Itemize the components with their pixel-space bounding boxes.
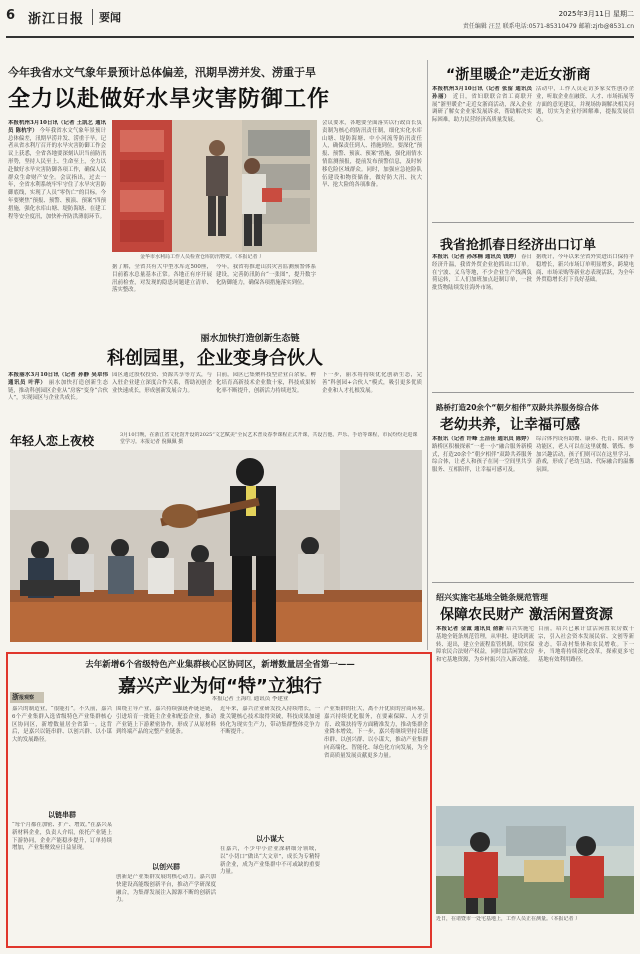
column-divider (427, 60, 428, 650)
section-name: 要闻 (92, 9, 121, 25)
story7-caption: 近日，在诸暨市一处宅基地上，工作人员正在测量。（本报记者 ） (436, 916, 581, 922)
story1-kicker: 今年我省水文气象年景预计总体偏差，汛期旱涝并发、涝重于旱 (8, 66, 316, 79)
story1-caption: 金华市水利局工作人员检查仓库防汛物资。（本报记者 ） (140, 254, 265, 260)
story7-body-col1: 本报记者 金诚 通讯员 俞新 绍兴实施宅基地全链条规范管理，从审批、建设到流转、退出，建立全流程监管机制，切实保障农民合法财产权益，同时盘活闲置农房和宅基地资源，为乡村振兴注入新动能。 (436, 626, 534, 664)
story7-byline: 本报记者 金诚 通讯员 俞新 (436, 626, 505, 632)
story1-body-col3: 今年，我省将推进山洪灾害监测预警体系建设，完善防汛防台“一张图”，提升数字化防御能力，确保各项措施落实到位。 (216, 264, 316, 286)
featured-subhead-1: 以链串群 (48, 811, 76, 819)
story3-body-col4: 下一步，丽水将持续优化创新生态，完善“科创园+合伙人”模式，吸引更多优质企业和人才扎根发展。 (322, 372, 422, 394)
featured-body-col3: 近年来，嘉兴企业研发投入持续增长，一批关键核心技术取得突破，科技成果加速转化为现实生产力，带动集群整体竞争力不断提升。 (220, 706, 320, 736)
tag-label: 报观察 (19, 695, 35, 701)
featured-byline: 本报记者 王海红 通讯员 李建业 (211, 696, 289, 702)
story7-body-col2: 目前，绍兴已累计盘活闲置农房数千宗，引入社会资本发展民宿、文创等新业态，带动村集体和农民增收。下一步，当地将持续深化改革，探索更多宅基地有效利用路径。 (538, 626, 634, 664)
story4-body-col2: 据统计，今年以来全省外贸进出口保持平稳增长，新兴市场订单明显增多，跨境电商、市场采购等新业态表现活跃，为全年外贸稳增长打下良好基础。 (536, 254, 634, 284)
story2-byline: 本报杭州3月10日讯（记者 张留 通讯员 孙丽） (432, 86, 532, 100)
story2-body-col1: 本报杭州3月10日讯（记者 张留 通讯员 孙丽） 近日，省妇联联合省工商联开展“浙里暖企”走近女浙商活动，深入企业调研了解女企业家发展诉求，帮助解决实际困难，助力民营经济高质量发展。 (432, 86, 532, 124)
story1-body-col1: 本报杭州3月10日讯（记者 王凯艺 通讯员 陈杭宇） 今年我省水文气象年景预计总体偏差，汛期旱涝并发、涝重于旱。记者从省水利厅召开的水旱灾害防御工作会议上获悉，全省各地要深刻认识当前防汛形势，坚持人民至上、生命至上，全力以赴做好水旱灾害防御各项工作，确保人民群众生命财产安全。会议指出，过去一年，全省水利系统牢牢守住了水旱灾害防御底线，实现了人员“零伤亡”的目标。今年要聚焦“预报、预警、预演、预案”四预措施，强化水库山塘、堤防海塘、在建工程等安全度汛，加快补齐防洪薄弱环节。 (8, 120, 106, 220)
featured-body-col3b: 在嘉兴，不少中小企业深耕细分领域，以“小切口”做出“大文章”，成长为专精特新企业，成为产业集群中不可或缺的重要力量。 (220, 846, 320, 876)
story6-byline: 本报讯（记者 许峰 王洁佳 通讯员 陈婷） (432, 436, 532, 442)
story3-body-col1: 本报丽水3月10日讯（记者 孙静 吴卓伟 通讯员 叶萍） 丽水加快打造创新生态链，推动科创园区企业从“房客”变身“合伙人”，实现园区与企业共成长。 (8, 372, 108, 402)
story4-headline: 我省抢抓春日经济出口订单 (440, 238, 597, 253)
story-divider (432, 222, 634, 223)
story4-byline: 本报讯（记者 孙冰楠 通讯员 钱婷） (432, 254, 520, 260)
story3-byline: 本报丽水3月10日讯（记者 孙静 吴卓伟 通讯员 叶萍） (8, 372, 108, 386)
story4-body-col1: 本报讯（记者 孙冰楠 通讯员 钱婷） 春日经济升温，我省外贸企业抢抓出口订单。在宁波、义乌等地，不少企业生产线满负荷运转，工人们加班加点赶制订单，一批批货物陆续发往海外市场。 (432, 254, 532, 292)
tag-zhe: 浙 (12, 693, 19, 701)
featured-subhead-3: 以小谋大 (256, 835, 284, 843)
story7-headline: 保障农民财产 激活闲置资源 (440, 607, 613, 623)
story1-body-col2: 据了解，全省共有大中型水库近500座，目前蓄水总量基本正常。各地正有序开展汛前检查，对发现的隐患问题建立清单、落实整改。 (112, 264, 212, 294)
story2-body-col2: 活动中，工作人员走访多家女性创办企业，听取企业在融资、人才、市场拓展等方面的意见建议，并现场协调解决相关问题，切实为企业纾困解难，提振发展信心。 (536, 86, 634, 124)
night-school-photo (10, 450, 422, 642)
featured-kicker: 去年新增6个省级特色产业集群核心区协同区，新增数量居全省第一—— (85, 660, 355, 670)
story-divider (432, 392, 634, 393)
issue-date: 2025年3月11日 星期二 (558, 10, 634, 18)
story5-caption: 3月10日晚，在浙江省文化馆开设的2025“文艺赋美”全民艺术普及春季课程正式开课，共设吉他、声乐、手语等课程，市民纷纷走进课堂学习。本报记者 倪佩佩 摄 (120, 432, 418, 445)
featured-body-col2b: 创新是产业集群发展的核心动力。嘉兴加快建设高能级创新平台，推动产学研深度融合，为集群发展注入源源不断的创新活力。 (116, 874, 216, 904)
story2-kicker: “浙里暖企”走近女浙商 (446, 67, 591, 83)
story3-body-col3: 目前，园区已集聚科技型企业百余家，孵化培育高新技术企业数十家，科技成果转化率不断提升，创新活力持续迸发。 (216, 372, 316, 394)
story5-headline: 年轻人恋上夜校 (10, 434, 95, 448)
story1-body-col4: 会议要求，各地要全面落实以行政首长负责制为核心的防汛责任制，细化实化水库山塘、堤防海塘、中小河流等防汛责任人，确保责任到人、措施到位。要深化“预报、预警、预演、预案”措施，强化雨情水情监测预报，提前发布预警信息，及时转移危险区域群众。同时，加强应急抢险队伍建设和物资储备，做好防大汛、抗大旱、抢大险的各项准备。 (322, 120, 422, 189)
featured-body-col1: 嘉兴的制造业，“很能打”。不久前，嘉兴6个产业集群入选省级特色产业集群核心区协同区，新增数量居全省第一。这背后，是嘉兴以链串群、以创兴群、以小谋大的发展路径。 (12, 706, 112, 744)
story6-headline: 老幼共养，让幸福可感 (440, 417, 580, 433)
story3-body-col2: 园区通过股权投资、资源共享等方式，与入驻企业建立深度合作关系，帮助初创企业快速成长，形成创新发展合力。 (112, 372, 212, 394)
zhe-observation-tag (10, 692, 44, 703)
featured-body-col1b: “每个月都在加密、扩产、增效。”在嘉兴某新材料企业，负责人介绍，依托产业链上下游协同，企业产能稳步提升，订单持续增加，产业集聚效应日益显现。 (12, 822, 112, 852)
featured-body-col4: 产业集群的壮大，离不开优质的营商环境。嘉兴持续优化服务，在要素保障、人才引育、政策扶持等方面精准发力，推动集群企业降本增效。下一步，嘉兴将继续坚持以链串群、以创兴群、以小谋大，推动产业集群向高端化、智能化、绿色化方向发展，为全省高质量发展贡献更多力量。 (324, 706, 428, 759)
story1-headline: 全力以赴做好水旱灾害防御工作 (8, 87, 331, 112)
featured-headline: 嘉兴产业为何“特”立独行 (118, 676, 322, 697)
story7-kicker: 绍兴实施宅基地全链条规范管理 (436, 593, 548, 602)
story3-headline: 科创园里，企业变身合伙人 (107, 348, 323, 369)
story3-kicker: 丽水加快打造创新生态链 (200, 334, 300, 344)
story6-body-col1: 本报讯（记者 许峰 王洁佳 通讯员 陈婷） 路桥区积极探索“一老一小”融合服务新模式，打造20余个“朝夕相伴”双龄共养服务综合体，让老人和孩子在同一空间里共享服务、互相陪伴，让幸福可感可及。 (432, 436, 532, 474)
story1-byline: 本报杭州3月10日讯（记者 王凯艺 通讯员 陈杭宇） (8, 120, 106, 134)
editor-info: 责任编辑 汪昱 联系电话:0571-85310479 邮箱:zjrb@8531.cn (462, 23, 634, 30)
story6-kicker: 路桥打造20余个“朝夕相伴”双龄共养服务综合体 (436, 403, 599, 412)
featured-subhead-2: 以创兴群 (152, 863, 180, 871)
masthead-logo: 浙江日报 (28, 12, 85, 27)
story6-body-col2: 综合体内设有助餐、康养、托育、阅读等功能区，老人可以在这里就餐、锻炼、参加兴趣活动，孩子们则可以在这里学习、游戏，形成了老幼互助、代际融合的温馨氛围。 (536, 436, 634, 474)
page-number: 6 (6, 8, 16, 23)
warehouse-photo (112, 120, 317, 252)
header-rule (6, 36, 634, 38)
page-header (6, 4, 634, 44)
story-divider (432, 582, 634, 583)
featured-body-col2: 围绕主导产业，嘉兴持续强链补链延链，引进培育一批链主企业和配套企业，推动产业链上下游紧密协作，形成了从原材料到终端产品的完整产业链条。 (116, 706, 216, 736)
homestead-photo (436, 806, 634, 914)
